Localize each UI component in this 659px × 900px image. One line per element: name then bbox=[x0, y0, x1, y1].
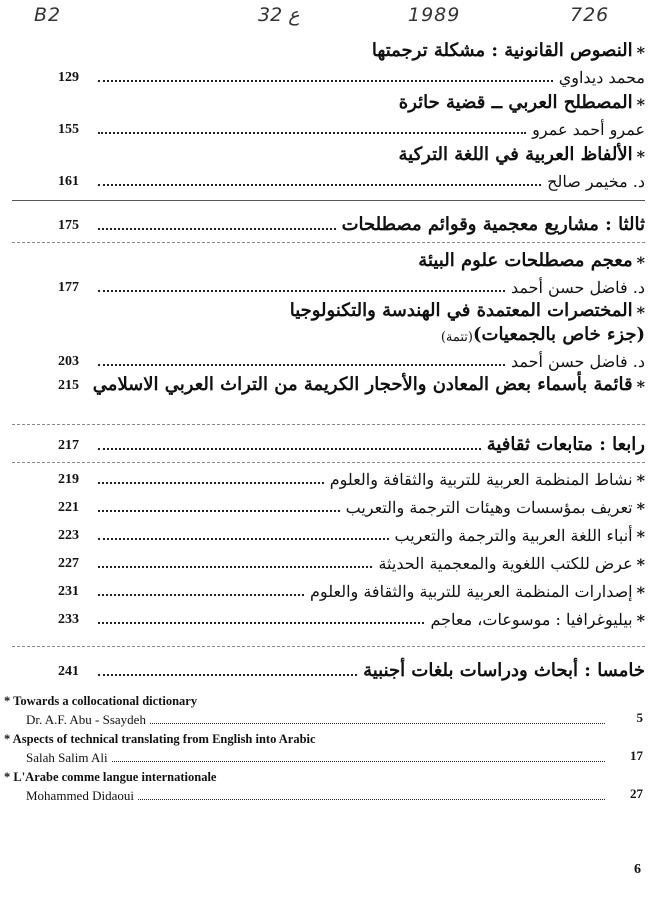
toc-item-row[interactable]: 231 إصدارات المنظمة العربية للتربية والثقافة والعلوم * bbox=[58, 582, 645, 602]
section-heading-row[interactable]: 175 ثالثا : مشاريع معجمية وقوائم مصطلحات bbox=[58, 214, 645, 235]
toc-entry-title: المختصرات المعتمدة في الهندسة والتكنولوجيا * bbox=[289, 300, 645, 322]
section-divider bbox=[12, 462, 645, 463]
handwritten-note-b2: B2 bbox=[34, 4, 62, 26]
handwritten-note-number: 726 bbox=[570, 4, 610, 26]
toc-item-row[interactable]: 233 بيليوغرافيا : موسوعات، معاجم * bbox=[58, 610, 645, 630]
toc-item-row[interactable]: 227 عرض للكتب اللغوية والمعجمية الحديثة * bbox=[58, 554, 645, 574]
toc-entry-author-row[interactable]: 155 عمرو أحمد عمرو bbox=[58, 120, 645, 139]
section-divider bbox=[12, 242, 645, 243]
section-heading-row[interactable]: 241 خامسا : أبحاث ودراسات بلغات أجنبية bbox=[58, 660, 645, 681]
section-divider bbox=[12, 200, 645, 201]
toc-entry-author-row[interactable]: 129 محمد ديداوي bbox=[58, 68, 645, 87]
toc-entry-subtitle: (تتمة) (جزء خاص بالجمعيات) bbox=[440, 324, 645, 345]
toc-entry-row[interactable]: 215 قائمة بأسماء بعض المعادن والأحجار الكريمة من التراث العربي الاسلامي * bbox=[58, 374, 645, 396]
toc-entry-title: معجم مصطلحات علوم البيئة * bbox=[418, 250, 645, 272]
toc-entry-title: الألفاظ العربية في اللغة التركية * bbox=[398, 144, 645, 166]
section-divider bbox=[12, 646, 645, 647]
page-number: 6 bbox=[634, 862, 641, 877]
toc-entry-author-row[interactable]: 161 د. مخيمر صالح bbox=[58, 172, 645, 191]
foreign-entry-author-row[interactable]: Dr. A.F. Abu - Ssaydeh 5 bbox=[26, 710, 643, 727]
foreign-entry-title: * Towards a collocational dictionary bbox=[4, 694, 198, 708]
foreign-entry-author-row[interactable]: Mohammed Didaoui 27 bbox=[26, 786, 643, 803]
toc-entry-title: النصوص القانونية : مشكلة ترجمتها * bbox=[371, 40, 645, 62]
toc-item-row[interactable]: 223 أنباء اللغة العربية والترجمة والتعريب * bbox=[58, 526, 645, 546]
toc-entry-title: المصطلح العربي ــ قضية حائرة * bbox=[398, 92, 645, 114]
handwritten-note-year: 1989 bbox=[408, 4, 461, 26]
handwritten-note-issue: 32 ع bbox=[258, 4, 300, 26]
foreign-entry-author-row[interactable]: Salah Salim Ali 17 bbox=[26, 748, 643, 765]
toc-item-row[interactable]: 221 تعريف بمؤسسات وهيئات الترجمة والتعريب * bbox=[58, 498, 645, 518]
toc-entry-author-row[interactable]: 177 د. فاضل حسن أحمد bbox=[58, 278, 645, 297]
toc-item-row[interactable]: 219 نشاط المنظمة العربية للتربية والثقافة والعلوم * bbox=[58, 470, 645, 490]
toc-entry-author-row[interactable]: 203 د. فاضل حسن أحمد bbox=[58, 352, 645, 371]
section-heading-row[interactable]: 217 رابعا : متابعات ثقافية bbox=[58, 434, 645, 455]
foreign-entry-title: * Aspects of technical translating from English into Arabic bbox=[4, 732, 316, 746]
section-divider bbox=[12, 424, 645, 425]
foreign-entry-title: * L'Arabe comme langue internationale bbox=[4, 770, 217, 784]
